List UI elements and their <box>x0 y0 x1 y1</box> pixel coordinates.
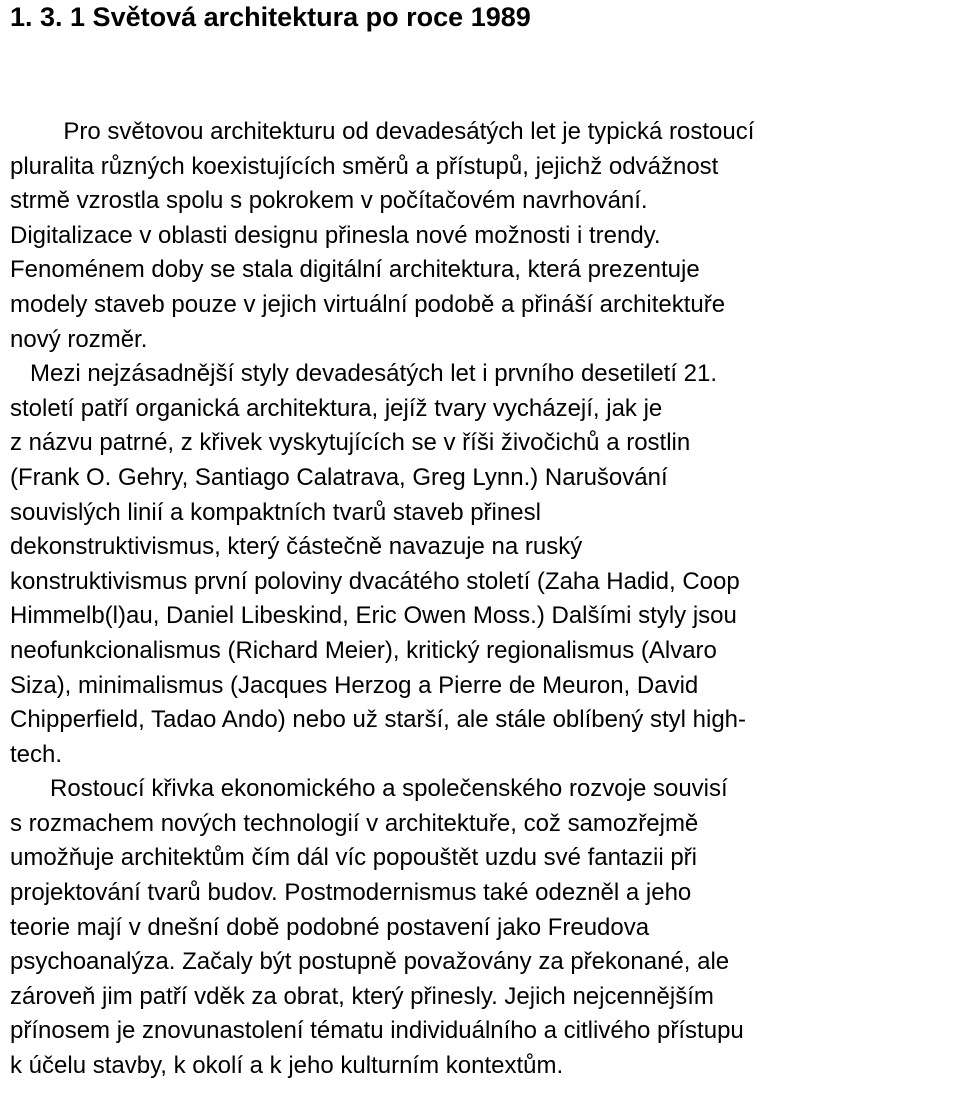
paragraph-3 <box>10 772 955 1083</box>
paragraph-2 <box>10 357 955 772</box>
paragraph-3-line: teorie mají v dnešní době podobné postavení jako Freudova <box>10 913 650 941</box>
section-heading: 1. 3. 1 Světová architektura po roce 1989 <box>10 2 531 32</box>
paragraph-2-line: dekonstruktivismus, který částečně navazuje na ruský <box>10 533 583 561</box>
paragraph-2-line: neofunkcionalismus (Richard Meier), kritický regionalismus (Alvaro <box>10 636 717 664</box>
paragraph-2-line: Mezi nejzásadnější styly devadesátých let i prvního desetiletí 21. <box>10 360 718 388</box>
paragraph-2-line: souvislých linií a kompaktních tvarů staveb přinesl <box>10 498 541 526</box>
paragraph-2-line: konstruktivismus první poloviny dvacátého století (Zaha Hadid, Coop <box>10 567 740 595</box>
paragraph-2-line: tech. <box>10 740 63 768</box>
paragraph-2-line: z názvu patrné, z křivek vyskytujících se v říši živočichů a rostlin <box>10 429 691 457</box>
paragraph-1-line: nový rozměr. <box>10 325 148 353</box>
paragraph-1-line: Pro světovou architekturu od devadesátých let je typická rostoucí <box>10 118 755 145</box>
paragraph-3-line: psychoanalýza. Začaly být postupně považovány za překonané, ale <box>10 948 730 976</box>
paragraph-3-line: s rozmachem nových technologií v architektuře, což samozřejmě <box>10 809 699 837</box>
paragraph-2-line: Siza), minimalismus (Jacques Herzog a Pierre de Meuron, David <box>10 671 699 699</box>
paragraph-2-line: Himmelb(l)au, Daniel Libeskind, Eric Owen Moss.) Dalšími styly jsou <box>10 602 737 630</box>
paragraph-1-line: Fenoménem doby se stala digitální architektura, která prezentuje <box>10 256 700 284</box>
paragraph-3-line: projektování tvarů budov. Postmodernismus také odezněl a jeho <box>10 879 692 907</box>
document-page <box>10 0 955 1084</box>
paragraph-3-line: zároveň jim patří vděk za obrat, který přinesly. Jejich nejcennějším <box>10 982 714 1010</box>
paragraph-1 <box>10 115 955 357</box>
paragraph-3-line: umožňuje architektům čím dál víc popouštět uzdu své fantazii při <box>10 844 697 872</box>
paragraph-1-line: strmě vzrostla spolu s pokrokem v počítačovém navrhování. <box>10 187 648 215</box>
paragraph-3-line: přínosem je znovunastolení tématu individuálního a citlivého přístupu <box>10 1017 744 1045</box>
paragraph-2-line: Chipperfield, Tadao Ando) nebo už starší, ale stále oblíbený styl high- <box>10 706 747 734</box>
paragraph-2-line: století patří organická architektura, jejíž tvary vycházejí, jak je <box>10 394 663 422</box>
paragraph-1-line: modely staveb pouze v jejich virtuální podobě a přináší architektuře <box>10 290 726 318</box>
paragraph-3-line: k účelu stavby, k okolí a k jeho kulturním kontextům. <box>10 1052 564 1080</box>
paragraph-3-line: Rostoucí křivka ekonomického a společenského rozvoje souvisí <box>10 775 728 803</box>
paragraph-2-line: (Frank O. Gehry, Santiago Calatrava, Greg Lynn.) Narušování <box>10 463 668 491</box>
paragraph-1-line: Digitalizace v oblasti designu přinesla nové možnosti i trendy. <box>10 221 661 249</box>
paragraph-1-line: pluralita různých koexistujících směrů a přístupů, jejichž odvážnost <box>10 152 719 180</box>
